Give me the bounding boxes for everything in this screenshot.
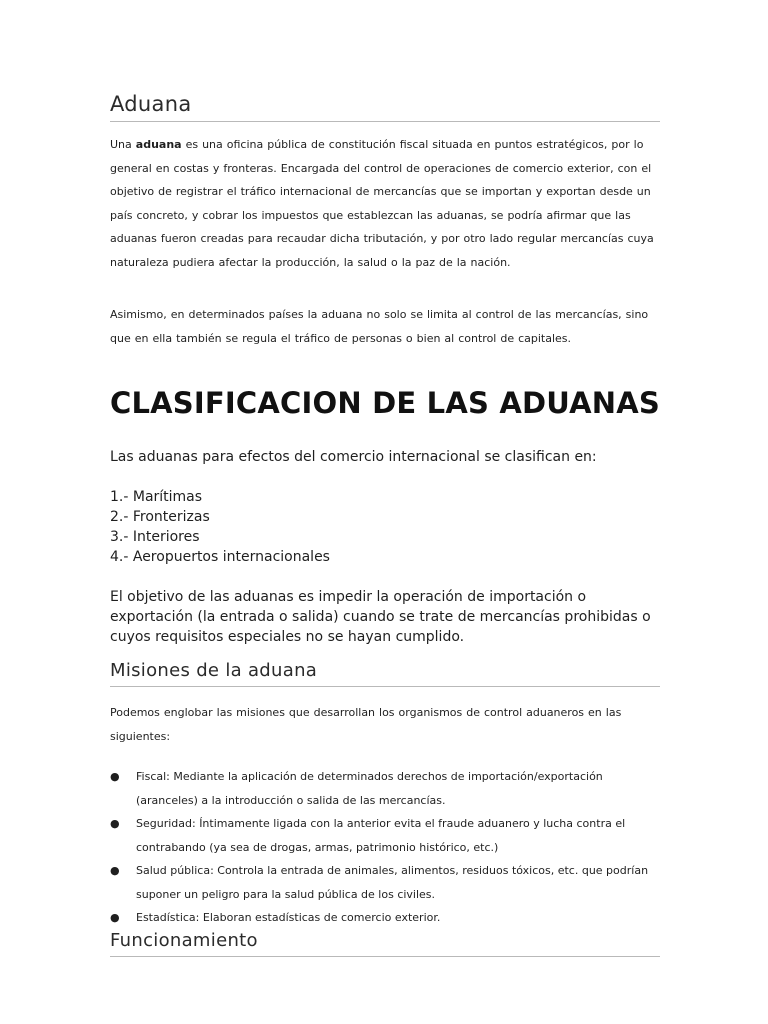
aduana-paragraph-1 [110,133,660,274]
list-item: 2.- Fronterizas [110,509,210,525]
heading-rule [110,956,660,957]
clasificacion-list [110,487,660,567]
clasificacion-intro: Las aduanas para efectos del comercio internacional se clasifican en: [110,449,597,465]
list-item: 4.- Aeropuertos internacionales [110,549,330,565]
bullet-icon: ● [110,911,120,924]
heading-misiones: Misiones de la aduana [110,660,318,681]
p1-bold-term: aduana [135,138,182,151]
bullet-icon: ● [110,817,120,830]
p1-body: es una oficina pública de constitución fiscal situada en puntos estratégicos, por lo general en costas y fronteras. Encargada del control de operaciones de comercio exterior, con el objetivo de registrar el tráfico internacional de mercancías que se importan y exportan desde un país concreto, y cobrar los impuestos que establezcan las aduanas, se podría afirmar que las aduanas fueron creadas para recaudar dicha tributación, y por otro lado regular mercancías cuya naturaleza pudiera afectar la producción, la salud o la paz de la nación. [110,138,654,269]
heading-rule [110,686,660,687]
list-item [110,765,660,812]
heading-aduana: Aduana [110,92,192,116]
misiones-bullet-list [110,765,660,930]
heading-rule [110,121,660,122]
list-item: 1.- Marítimas [110,489,203,505]
list-item [110,906,660,930]
list-item: 3.- Interiores [110,529,200,545]
p1-lead: Una [110,138,136,151]
list-item [110,859,660,906]
bullet-text: Seguridad: Íntimamente ligada con la anterior evita el fraude aduanero y lucha contra el contrabando (ya sea de drogas, armas, patrimonio histórico, etc.) [136,817,626,854]
heading-funcionamiento: Funcionamiento [110,930,258,951]
bullet-icon: ● [110,864,120,877]
bullet-text: Fiscal: Mediante la aplicación de determinados derechos de importación/exportación (aranceles) a la introducción o salida de las mercancías. [136,770,603,807]
bullet-text: Salud pública: Controla la entrada de animales, alimentos, residuos tóxicos, etc. que podrían suponer un peligro para la salud pública de los civiles. [136,864,649,901]
clasificacion-objective: El objetivo de las aduanas es impedir la operación de importación o exportación (la entrada o salida) cuando se trate de mercancías prohibidas o cuyos requisitos especiales no se hayan cumplido. [110,589,651,645]
misiones-intro: Podemos englobar las misiones que desarrollan los organismos de control aduaneros en las siguientes: [110,706,622,743]
aduana-paragraph-2: Asimismo, en determinados países la aduana no solo se limita al control de las mercancías, sino que en ella también se regula el tráfico de personas o bien al control de capitales. [110,308,649,345]
bullet-icon: ● [110,770,120,783]
bullet-text: Estadística: Elaboran estadísticas de comercio exterior. [136,911,441,924]
heading-clasificacion: CLASIFICACION DE LAS ADUANAS [110,386,661,420]
list-item [110,812,660,859]
